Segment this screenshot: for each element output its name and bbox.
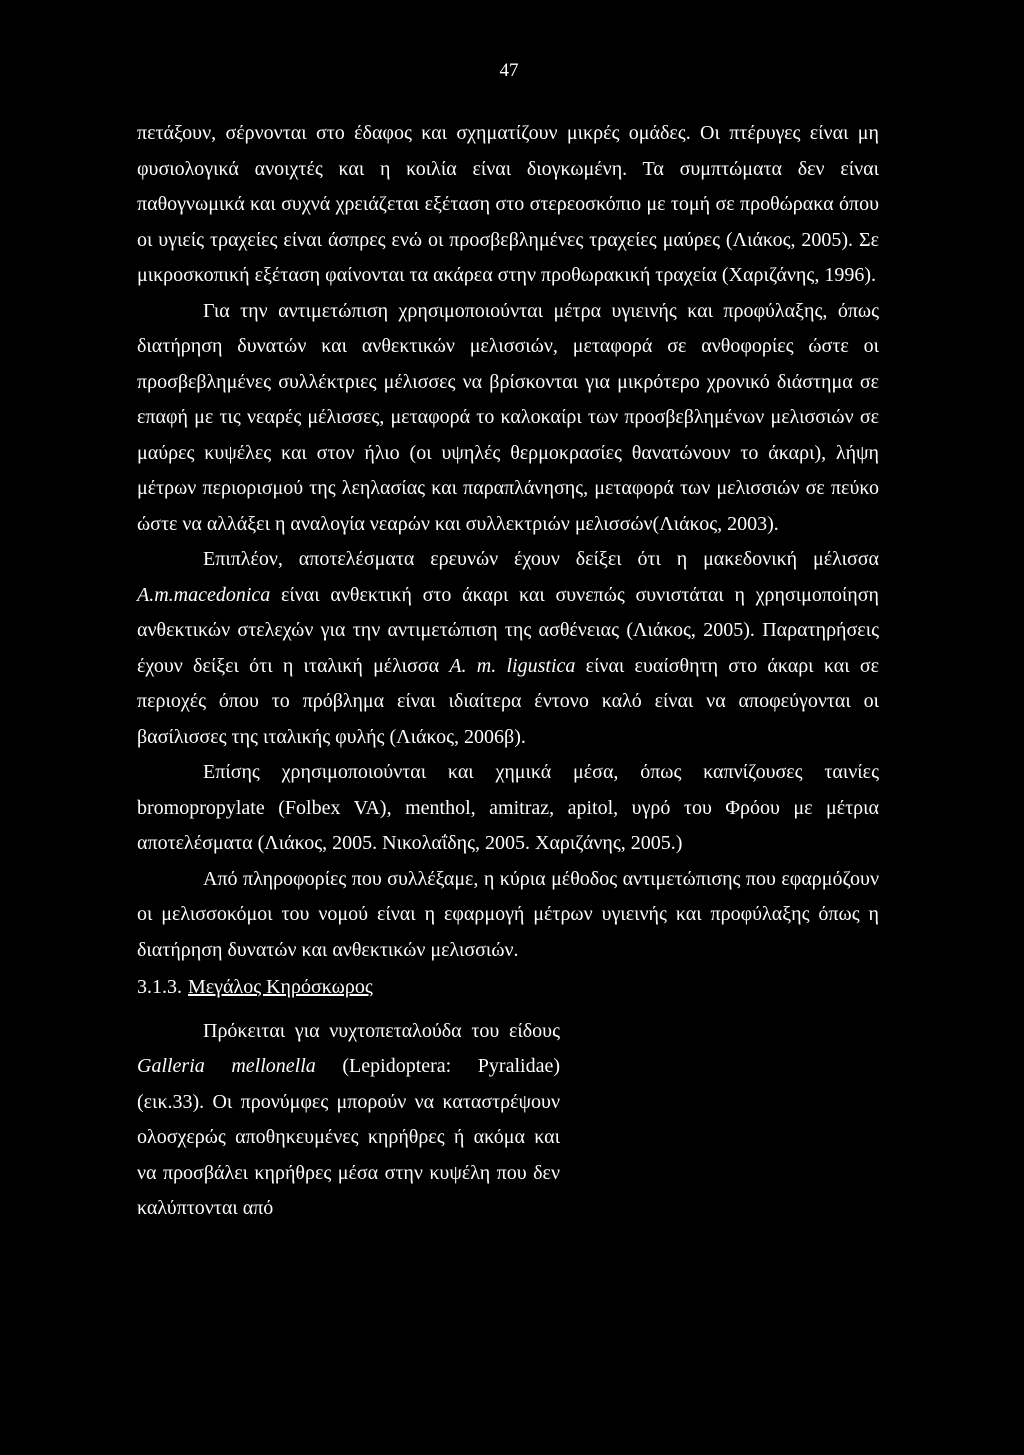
- page-number: 47: [499, 60, 519, 81]
- species-name-macedonica: A.m.macedonica: [137, 583, 271, 606]
- paragraph-2: Για την αντιμετώπιση χρησιμοποιούνται μέτρα υγιεινής και προφύλαξης, όπως διατήρηση δυνατών και ανθεκτικών μελισσιών, μεταφορά σε ανθοφορίες ώστε οι προσβεβλημένες συλλέκτριες μέλισσες να βρίσκονται για μικρότερο χρονικό διάστημα σε επαφή με τις νεαρές μέλισσες, μεταφορά το καλοκαίρι των προσβεβλημένων μελισσιών σε μαύρες κυψέλες και στον ήλιο (οι υψηλές θερμοκρασίες θανατώνουν το άκαρι), λήψη μέτρων περιορισμού της λεηλασίας και παραπλάνησης, μεταφορά των μελισσιών σε πεύκο ώστε να αλλάξει η αναλογία νεαρών και συλλεκτριών μελισσών(Λιάκος, 2003).: [137, 299, 879, 535]
- paragraph-3: [137, 542, 879, 755]
- narrow-column: [137, 1014, 560, 1227]
- paragraph-5: Από πληροφορίες που συλλέξαμε, η κύρια μέθοδος αντιμετώπισης που εφαρμόζουν οι μελισσοκόμοι του νομού είναι η εφαρμογή μέτρων υγιεινής και προφύλαξης όπως η διατήρηση δυνατών και ανθεκτικών μελισσιών.: [137, 867, 879, 961]
- paragraph-3-text-a: Επιπλέον, αποτελέσματα ερευνών έχουν δείξει ότι η μακεδονική μέλισσα: [203, 548, 879, 570]
- paragraph-6-text-b: (Lepidoptera: Pyralidae) (εικ.33). Οι προνύμφες μπορούν να καταστρέψουν ολοσχερώς αποθηκευμένες κηρήθρες ή ακόμα και να προσβάλει κηρήθρες μέσα στην κυψέλη που δεν καλύπτονται από: [137, 1055, 560, 1219]
- paragraph-4: Επίσης χρησιμοποιούνται και χημικά μέσα, όπως καπνίζουσες ταινίες bromopropylate (Folbex VA), menthol, amitraz, apitol, υγρό του Φρόου με μέτρια αποτελέσματα (Λιάκος, 2005. Νικολαΐδης, 2005. Χαριζάνης, 2005.): [137, 761, 879, 854]
- paragraph-6-text-a: Πρόκειται για νυχτοπεταλούδα του είδους: [203, 1019, 560, 1042]
- paragraph-6: [137, 1014, 560, 1227]
- paragraph-3-text-c: είναι ευαίσθητη στο άκαρι και σε περιοχές όπου το πρόβλημα είναι ιδιαίτερα έντονο καλό είναι να αποφεύγονται οι βασίλισσες της ιταλικής φυλής (Λιάκος, 2006β).: [137, 654, 880, 748]
- species-name-ligustica: A. m. ligustica: [449, 654, 576, 677]
- section-heading: [137, 970, 879, 1006]
- page-body: [137, 116, 879, 1227]
- section-number: 3.1.3.: [137, 976, 182, 998]
- species-name-galleria: Galleria mellonella: [137, 1055, 316, 1077]
- paragraph-3-text-b: είναι ανθεκτική στο άκαρι και συνεπώς συνιστάται η χρησιμοποίηση ανθεκτικών στελεχών για την αντιμετώπιση της ασθένειας (Λιάκος, 2005). Παρατηρήσεις έχουν δείξει ότι η ιταλική μέλισσα: [137, 583, 879, 677]
- paragraph-1: πετάξουν, σέρνονται στο έδαφος και σχηματίζουν μικρές ομάδες. Οι πτέρυγες είναι μη φυσιολογικά ανοιχτές και η κοιλία είναι διογκωμένη. Τα συμπτώματα δεν είναι παθογνωμικά και συχνά χρειάζεται εξέταση στο στερεοσκόπιο με τομή σε προθώρακα όπου οι υγιείς τραχείες είναι άσπρες ενώ οι προσβεβλημένες τραχείες μαύρες (Λιάκος, 2005). Σε μικροσκοπική εξέταση φαίνονται τα ακάρεα στην προθωρακική τραχεία (Χαριζάνης, 1996).: [137, 122, 879, 286]
- section-title: Μεγάλος Κηρόσκωρος: [188, 976, 373, 998]
